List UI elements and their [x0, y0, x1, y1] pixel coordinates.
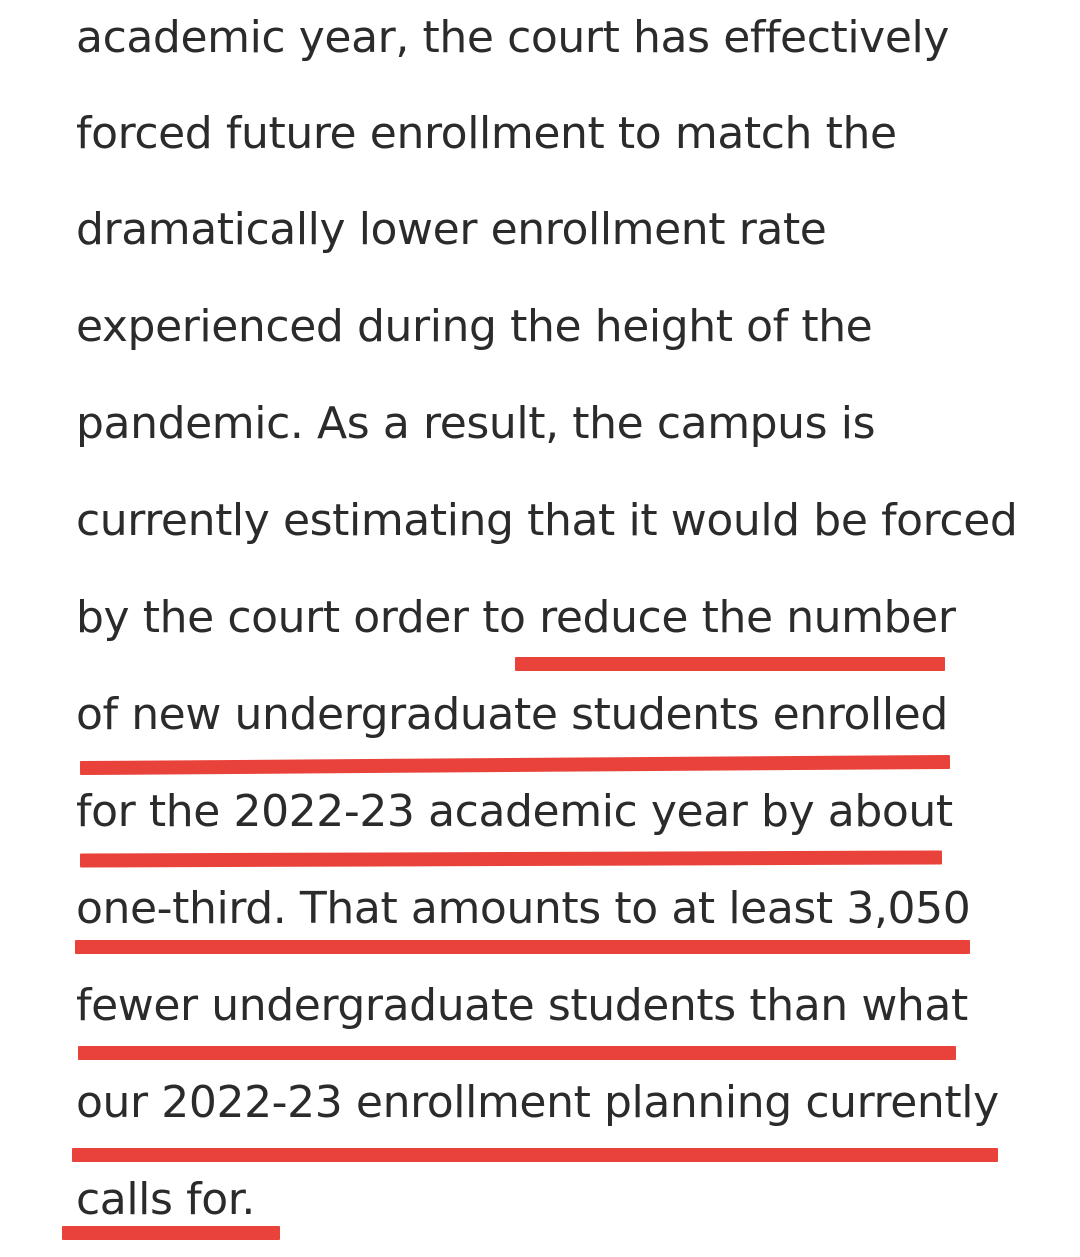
paragraph-line: our 2022-23 enrollment planning currently	[76, 1077, 999, 1128]
paragraph-line: fewer undergraduate students than what	[76, 980, 968, 1031]
paragraph-line: academic year, the court has effectively	[76, 12, 949, 63]
paragraph-line: calls for.	[76, 1174, 255, 1225]
paragraph-line: one-third. That amounts to at least 3,050	[76, 883, 971, 934]
paragraph-line: dramatically lower enrollment rate	[76, 204, 827, 255]
red-underline-mark	[62, 1226, 280, 1240]
red-underline-mark	[78, 1046, 956, 1060]
red-underline-mark	[75, 940, 970, 954]
paragraph-line: for the 2022-23 academic year by about	[76, 786, 953, 837]
red-underline-mark	[72, 1148, 998, 1162]
paragraph-line: pandemic. As a result, the campus is	[76, 398, 876, 449]
paragraph-line: experienced during the height of the	[76, 301, 873, 352]
paragraph-line: by the court order to reduce the number	[76, 592, 956, 643]
paragraph-line: currently estimating that it would be forced	[76, 495, 1018, 546]
red-underline-mark	[515, 657, 945, 671]
paragraph-line: of new undergraduate students enrolled	[76, 689, 948, 740]
paragraph-line: forced future enrollment to match the	[76, 108, 897, 159]
